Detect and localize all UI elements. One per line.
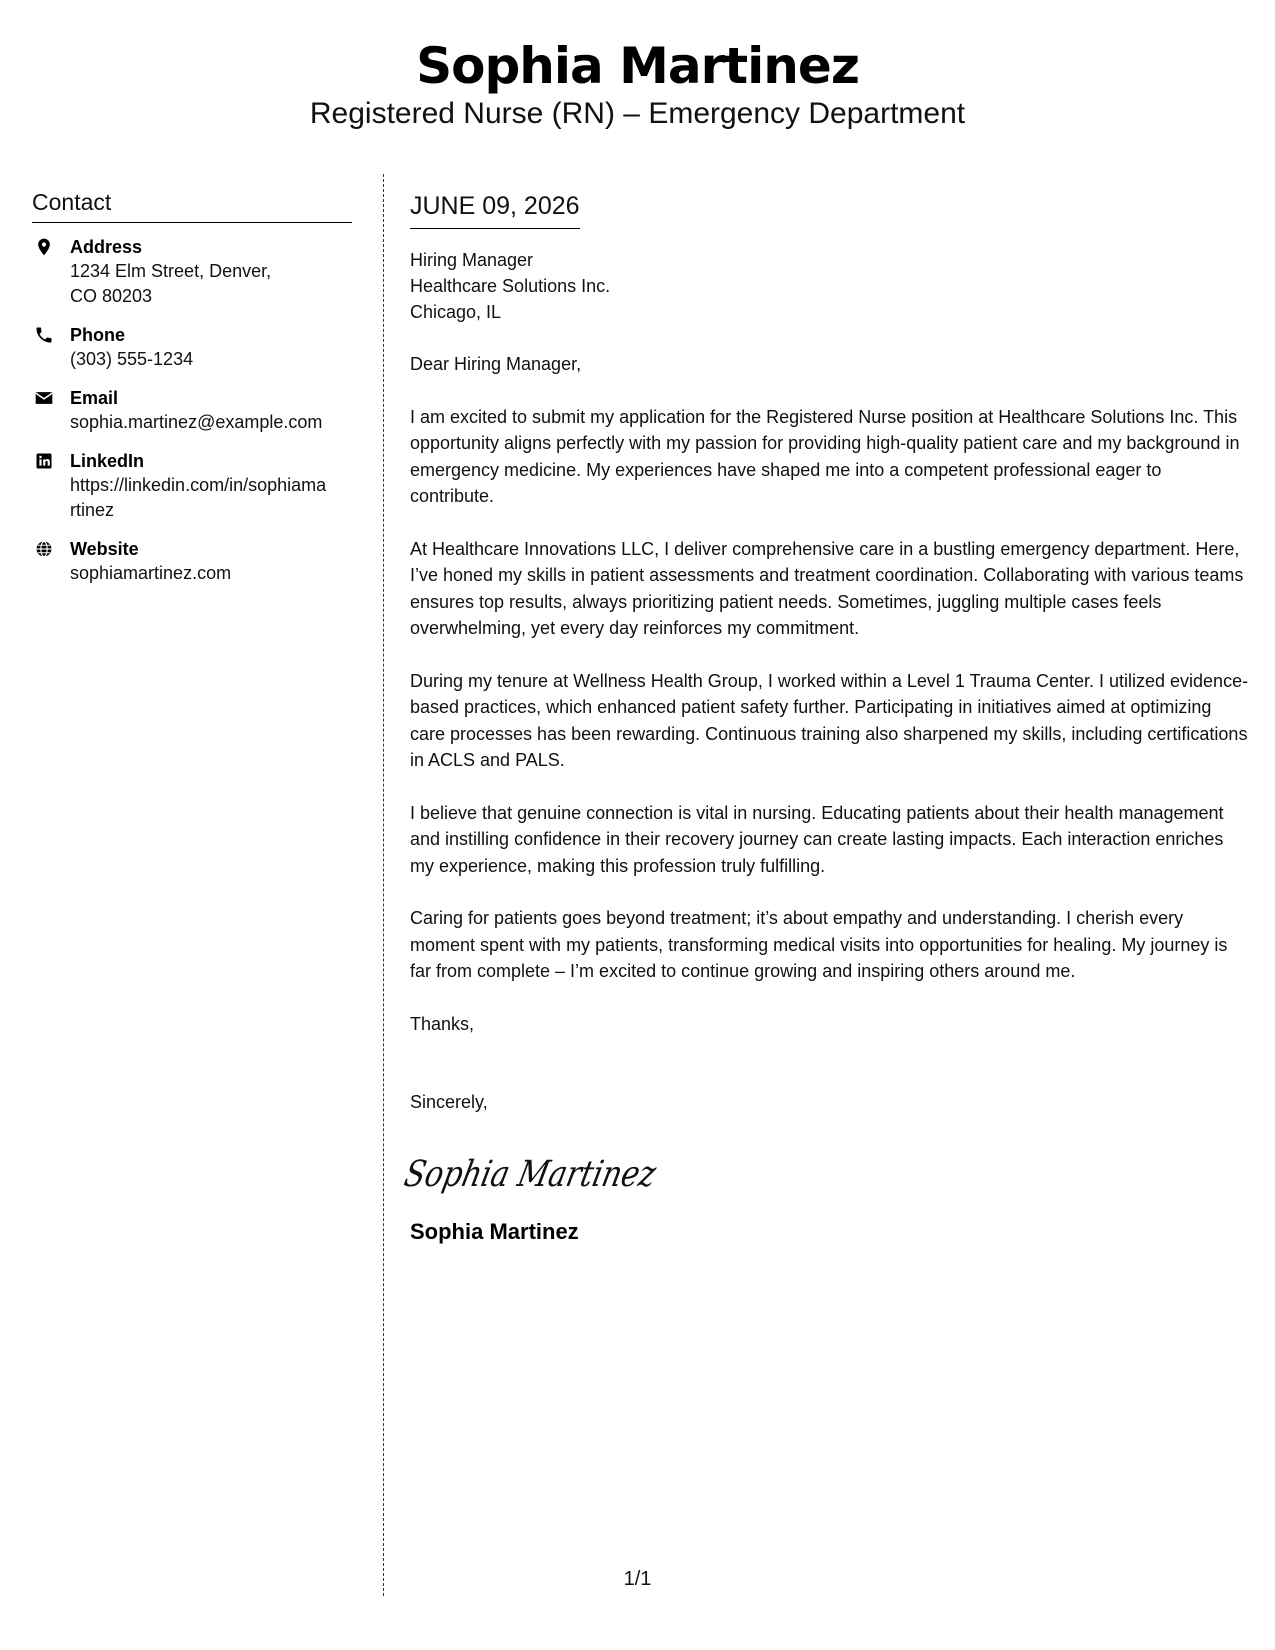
letter-header <box>0 36 1275 132</box>
contact-item-phone <box>32 323 352 372</box>
contact-label: Phone <box>70 325 126 345</box>
page-number-text: 1/1 <box>623 1568 652 1590</box>
globe-icon <box>34 539 54 559</box>
contact-item-website <box>32 537 352 586</box>
body-paragraph: I believe that genuine connection is vital in nursing. Educating patients about their health management and instilling confidence in their recovery journey can create lasting impacts. Each interaction enriches my experience, making this profession truly fulfilling. <box>410 802 1224 876</box>
recipient-block <box>410 247 1250 325</box>
letter-body <box>400 190 1250 1246</box>
contact-value[interactable]: https://linkedin.com/in/sophiamartinez <box>70 475 327 520</box>
contact-list <box>32 235 352 586</box>
recipient-line: Healthcare Solutions Inc. <box>410 276 611 296</box>
signature-image <box>400 1142 712 1202</box>
contact-label: Email <box>70 388 119 408</box>
contact-item-address <box>32 235 352 309</box>
letter-date: JUNE 09, 2026 <box>410 190 580 229</box>
contact-heading: Contact <box>32 188 352 223</box>
contact-item-linkedin <box>32 449 352 523</box>
signer-name: Sophia Martinez <box>410 1218 579 1244</box>
contact-label: LinkedIn <box>70 451 145 471</box>
handwritten-signature <box>400 1142 1250 1202</box>
contact-sidebar <box>32 188 352 600</box>
signature-script: Sophia Martinez <box>400 1151 712 1195</box>
contact-label: Website <box>70 539 139 559</box>
thanks-line: Thanks, <box>410 1013 475 1034</box>
recipient-line: Chicago, IL <box>410 302 502 322</box>
contact-label: Address <box>70 237 143 257</box>
column-divider <box>383 174 384 1596</box>
applicant-role: Registered Nurse (RN) – Emergency Department <box>309 97 966 130</box>
contact-value: (303) 555-1234 <box>70 349 194 369</box>
contact-item-email <box>32 386 352 435</box>
map-pin-icon <box>34 237 54 257</box>
body-paragraph: At Healthcare Innovations LLC, I deliver comprehensive care in a bustling emergency department. Here, I’ve honed my skills in patient assessments and treatment coordination. Collaborating with various teams ensures top results, always prioritizing patient needs. Sometimes, juggling multiple cases feels overwhelming, yet every day reinforces my commitment. <box>410 538 1244 638</box>
salutation: Dear Hiring Manager, <box>410 354 582 374</box>
body-paragraph: I am excited to submit my application for the Registered Nurse position at Healthcare Solutions Inc. This opportunity aligns perfectly with my passion for providing high-quality patient care and my background in emergency medicine. My experiences have shaped me into a competent professional eager to contribute. <box>410 406 1240 506</box>
envelope-icon <box>34 388 54 408</box>
recipient-line: Hiring Manager <box>410 250 534 270</box>
contact-value: sophia.martinez@example.com <box>70 412 323 432</box>
closing-line: Sincerely, <box>410 1092 488 1112</box>
contact-value: 1234 Elm Street, Denver, CO 80203 <box>70 261 272 306</box>
body-paragraph: Caring for patients goes beyond treatment; it’s about empathy and understanding. I cherish every moment spent with my patients, transforming medical visits into opportunities for healing. My journey is far from complete – I’m excited to continue growing and inspiring others around me. <box>410 908 1228 981</box>
linkedin-icon <box>34 451 54 471</box>
phone-icon <box>34 325 54 345</box>
contact-value[interactable]: sophiamartinez.com <box>70 563 232 583</box>
applicant-name: Sophia Martinez <box>416 37 859 95</box>
page-number <box>0 1568 1275 1591</box>
body-paragraph: During my tenure at Wellness Health Group, I worked within a Level 1 Trauma Center. I utilized evidence-based practices, which enhanced patient safety further. Participating in initiatives aimed at optimizing care processes has been rewarding. Continuous training also sharpened my skills, including certifications in ACLS and PALS. <box>410 670 1249 770</box>
